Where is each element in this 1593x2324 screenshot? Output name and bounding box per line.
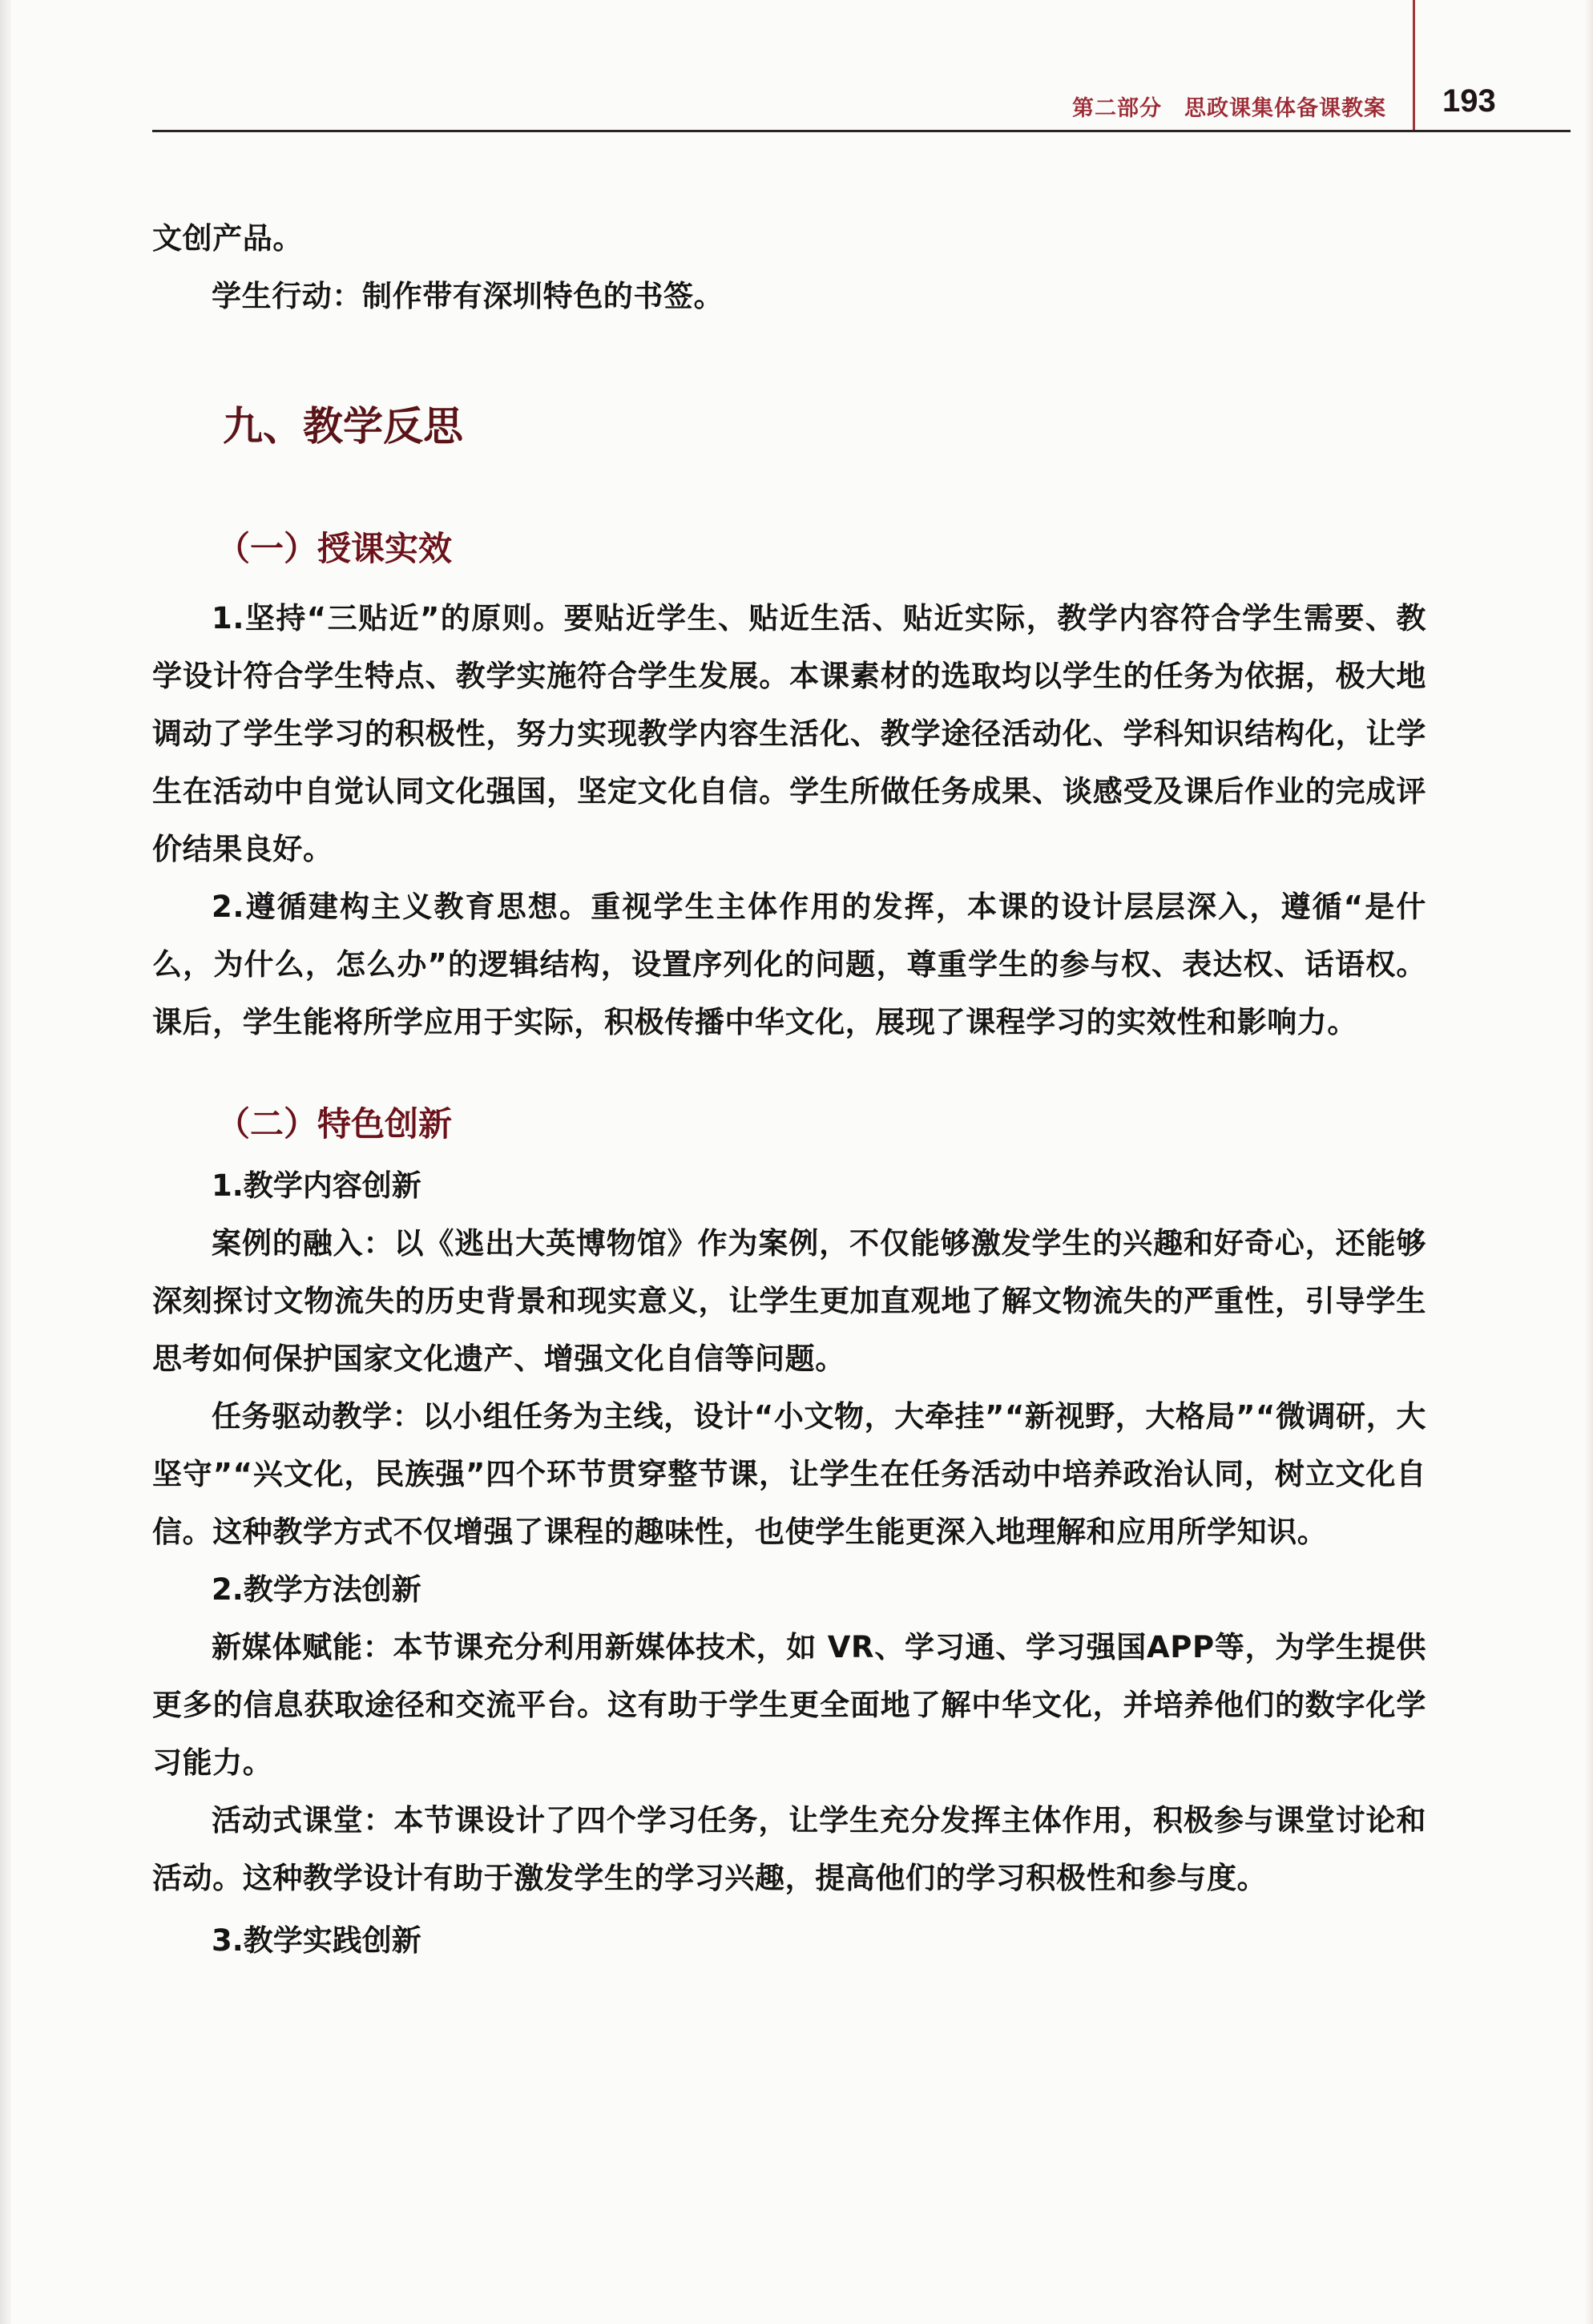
paragraph: 任务驱动教学：以小组任务为主线，设计“小文物，大牵挂”“新视野，大格局”“微调研，大坚守”“兴文化，民族强”四个环节贯穿整节课，让学生在任务活动中培养政治认同，树立文化自信。这种教学方式不仅增强了课程的趣味性，也使学生能更深入地理解和应用所学知识。 xyxy=(152,1399,1426,1549)
paragraph: 案例的融入：以《逃出大英博物馆》作为案例，不仅能够激发学生的兴趣和好奇心，还能够深刻探讨文物流失的历史背景和现实意义，让学生更加直观地了解文物流失的严重性，引导学生思考如何保护国家文化遗产、增强文化自信等问题。 xyxy=(152,1226,1426,1376)
subsection-heading-1: （一）授课实效 xyxy=(216,529,453,568)
paragraph: 2.遵循建构主义教育思想。重视学生主体作用的发挥，本课的设计层层深入，遵循“是什么，为什么，怎么办”的逻辑结构，设置序列化的问题，尊重学生的参与权、表达权、话语权。课后，学生能将所学应用于实际，积极传播中华文化，展现了课程学习的实效性和影响力。 xyxy=(152,890,1426,1039)
page-edge-right xyxy=(1585,0,1593,2324)
item-title: 1.教学内容创新 xyxy=(212,1168,421,1203)
header-section-title: 第二部分 思政课集体备课教案 xyxy=(1072,96,1386,121)
page-number: 193 xyxy=(1442,83,1496,119)
page-edge-left xyxy=(0,0,11,2324)
student-action-text: 学生行动：制作带有深圳特色的书签。 xyxy=(212,279,724,313)
paragraph: 活动式课堂：本节课设计了四个学习任务，让学生充分发挥主体作用，积极参与课堂讨论和活动。这种教学设计有助于激发学生的学习兴趣，提高他们的学习积极性和参与度。 xyxy=(152,1803,1426,1895)
item-title: 2.教学方法创新 xyxy=(212,1572,421,1607)
header-vertical-rule xyxy=(1413,0,1415,132)
paragraph: 新媒体赋能：本节课充分利用新媒体技术，如 VR、学习通、学习强国APP等，为学生提供更多的信息获取途径和交流平台。这有助于学生更全面地了解中华文化，并培养他们的数字化学习能力。 xyxy=(152,1630,1426,1780)
continuation-text: 文创产品。 xyxy=(152,221,303,256)
section-heading: 九、教学反思 xyxy=(223,402,463,450)
header-rule xyxy=(152,130,1571,132)
paragraph: 1.坚持“三贴近”的原则。要贴近学生、贴近生活、贴近实际，教学内容符合学生需要、教学设计符合学生特点、教学实施符合学生发展。本课素材的选取均以学生的任务为依据，极大地调动了学生学习的积极性，努力实现教学内容生活化、教学途径活动化、学科知识结构化，让学生在活动中自觉认同文化强国，坚定文化自信。学生所做任务成果、谈感受及课后作业的完成评价结果良好。 xyxy=(152,601,1426,866)
subsection-heading-2: （二）特色创新 xyxy=(216,1104,453,1144)
item-title: 3.教学实践创新 xyxy=(212,1923,421,1958)
page-body xyxy=(152,210,1426,1970)
